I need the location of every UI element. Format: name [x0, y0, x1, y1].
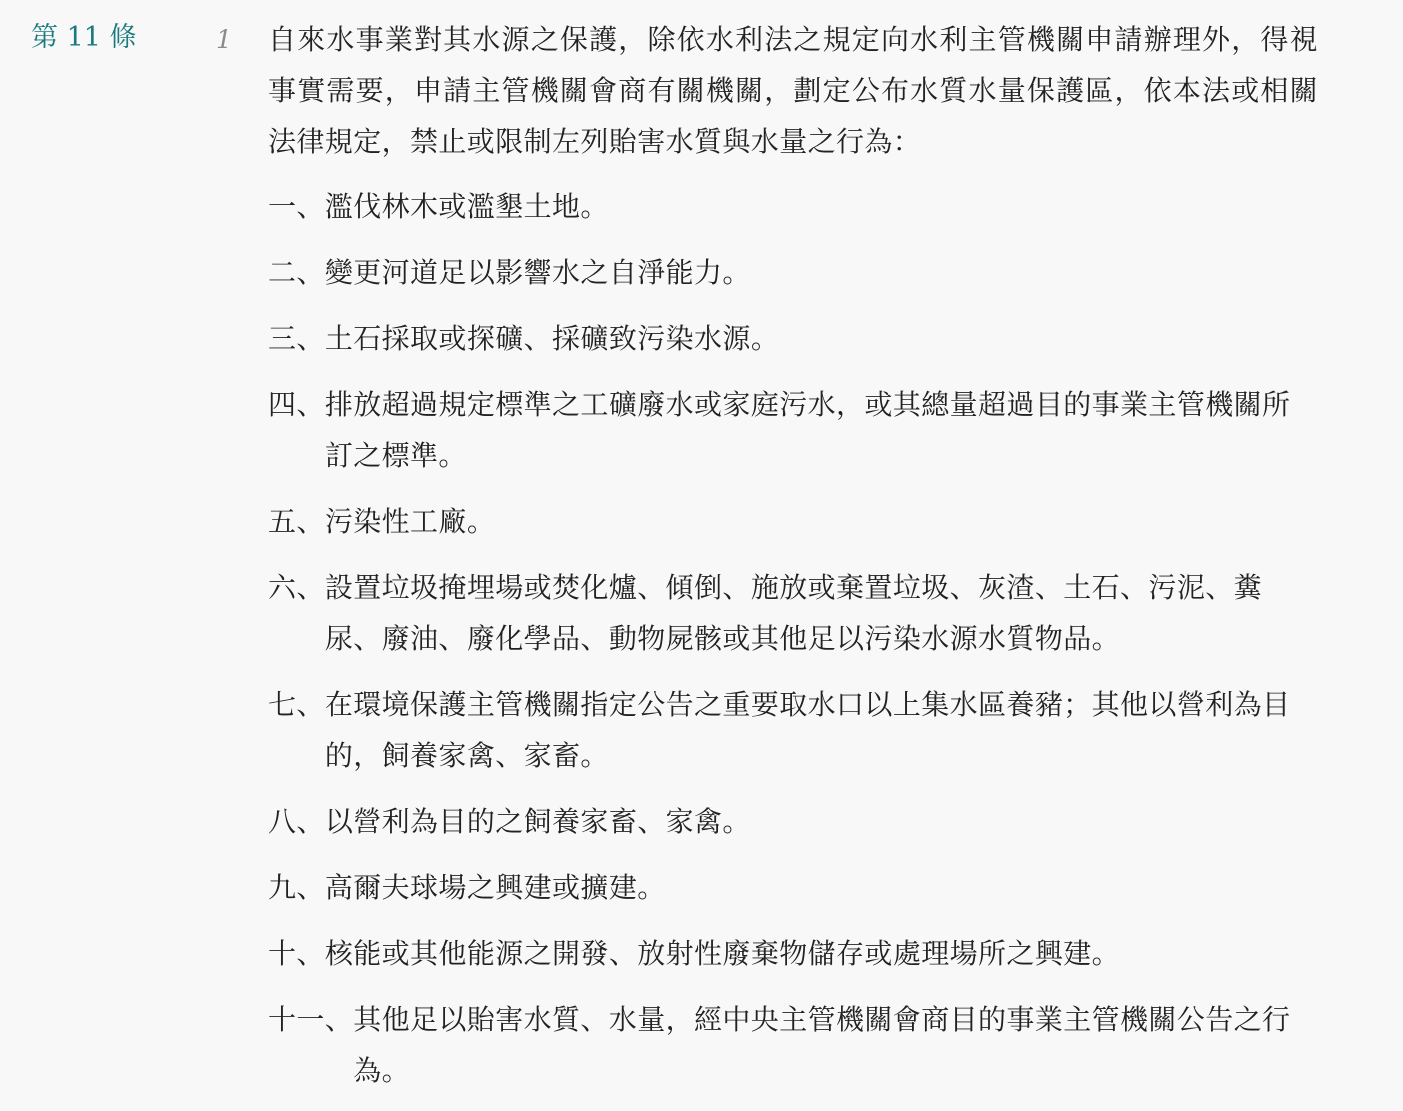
article-intro: 自來水事業對其水源之保護，除依水利法之規定向水利主管機關申請辦理外，得視事實需要，申請主管機關會商有關機關，劃定公布水質水量保護區，依本法或相關法律規定，禁止或限制左列貽害水質與水量之行為： [268, 23, 1318, 158]
item-number: 七、 [268, 688, 325, 721]
list-item [268, 379, 1318, 481]
item-text: 濫伐林木或濫墾土地。 [324, 190, 609, 223]
item-number: 五、 [268, 505, 325, 538]
item-text: 核能或其他能源之開發、放射性廢棄物儲存或處理場所之興建。 [324, 937, 1121, 970]
item-text: 設置垃圾掩埋場或焚化爐、傾倒、施放或棄置垃圾、灰渣、土石、污泥、糞尿、廢油、廢化學品、動物屍骸或其他足以污染水源水質物品。 [324, 571, 1263, 655]
item-text: 其他足以貽害水質、水量，經中央主管機關會商目的事業主管機關公告之行為。 [353, 1003, 1291, 1087]
article-number: 第 11 條 [31, 22, 137, 53]
list-item [268, 928, 1318, 979]
item-number: 八、 [268, 805, 325, 838]
item-text: 排放超過規定標準之工礦廢水或家庭污水，或其總量超過目的事業主管機關所訂之標準。 [324, 388, 1291, 472]
item-number: 一、 [268, 190, 325, 223]
list-item [268, 994, 1318, 1096]
item-number: 二、 [268, 256, 325, 289]
list-item [268, 313, 1318, 364]
list-item [268, 181, 1318, 232]
item-number: 十、 [268, 937, 325, 970]
article-content [268, 14, 1318, 1111]
item-number: 十一、 [268, 1003, 354, 1036]
item-text: 在環境保護主管機關指定公告之重要取水口以上集水區養豬；其他以營利為目的，飼養家禽、家畜。 [324, 688, 1291, 772]
item-number: 三、 [268, 322, 325, 355]
item-number: 四、 [268, 388, 325, 421]
item-text: 污染性工廠。 [324, 505, 496, 538]
list-item [268, 496, 1318, 547]
item-text: 以營利為目的之飼養家畜、家禽。 [324, 805, 751, 838]
list-item [268, 796, 1318, 847]
item-text: 變更河道足以影響水之自淨能力。 [324, 256, 751, 289]
list-item [268, 862, 1318, 913]
item-number: 六、 [268, 571, 325, 604]
item-number: 九、 [268, 871, 325, 904]
item-text: 土石採取或探礦、採礦致污染水源。 [324, 322, 780, 355]
prohibited-acts-list [268, 181, 1318, 1096]
paragraph-number: 1 [216, 25, 232, 54]
list-item [268, 247, 1318, 298]
item-text: 高爾夫球場之興建或擴建。 [324, 871, 666, 904]
list-item [268, 679, 1318, 781]
list-item [268, 562, 1318, 664]
